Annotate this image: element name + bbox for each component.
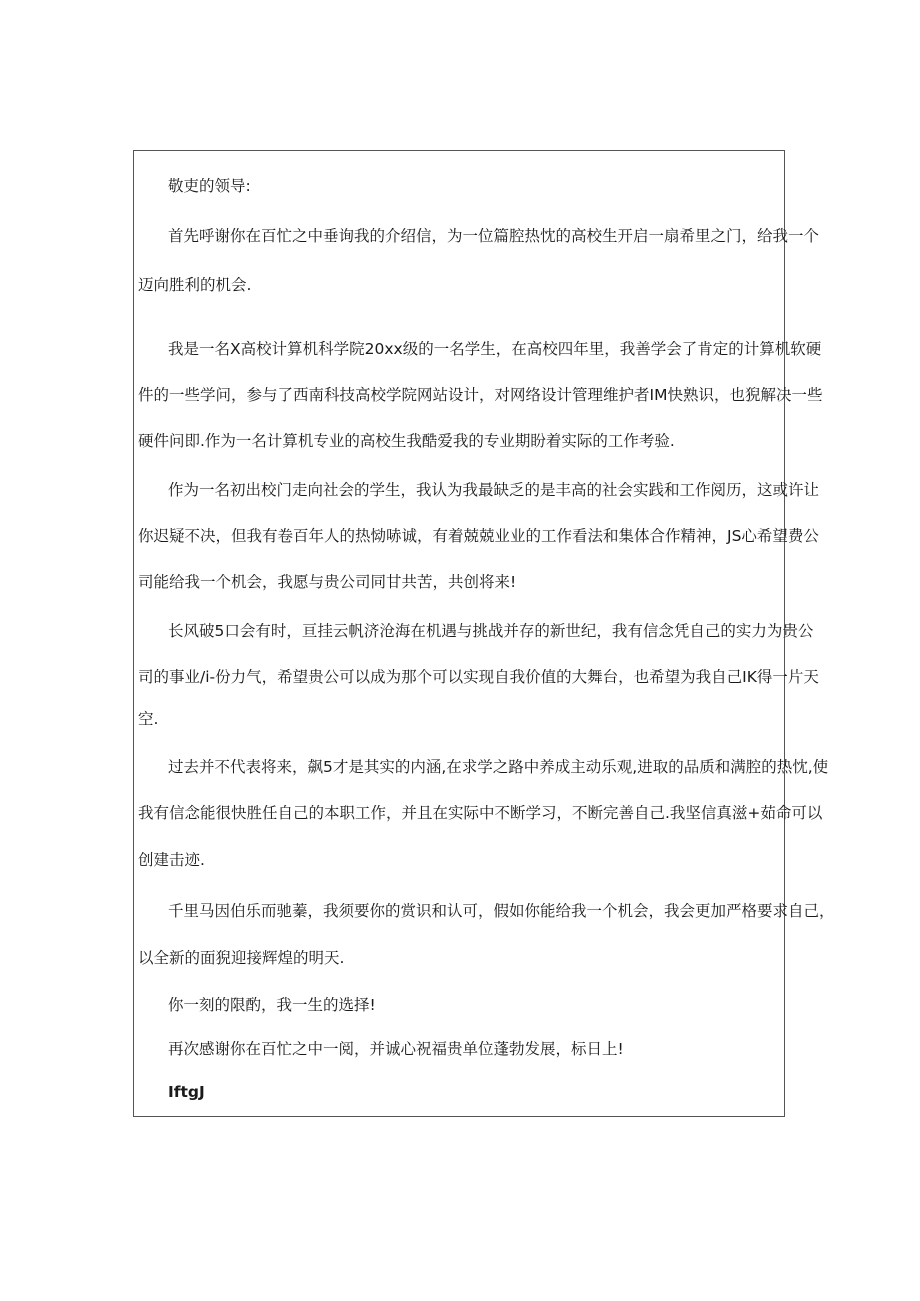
paragraph-line: 以全新的面猊迎接辉煌的明天. — [138, 949, 345, 967]
paragraph-line: 司能给我一个机会，我愿与贵公司同甘共苦，共创将来! — [138, 573, 517, 591]
paragraph-line: 我是一名X高校计算机科学院20xx级的一名学生，在高校四年里，我善学会了肯定的计算机软硬 — [168, 340, 822, 358]
paragraph-line: 过去并不代表将来，飙5才是其实的内涵,在求学之路中养成主动乐观,进取的品质和满腔的热忱,使 — [168, 758, 829, 776]
paragraph-line: 司的事业/i-份力气，希望贵公可以成为那个可以实现自我价值的大舞台，也希望为我自己IK得一片天 — [138, 668, 819, 686]
letter-box — [133, 150, 835, 1117]
paragraph-line: 我有信念能很快胜任自己的本职工作，并且在实际中不断学习，不断完善自己.我坚信真滋+茹命可以 — [138, 804, 823, 822]
paragraph-line: 千里马因伯乐而驰蓁，我须要你的赏识和认可，假如你能给我一个机会，我会更加严格要求自己， — [168, 902, 835, 920]
paragraph-line: 长风破5口会有时，亘挂云帆济沧海在机遇与挑战并存的新世纪，我有信念凭自己的实力为贵公 — [168, 622, 814, 640]
paragraph-line: 创建击迹. — [138, 851, 205, 869]
paragraph-line: 首先呼谢你在百忙之中垂询我的介绍信，为一位篇腔热忱的高校生开启一扇希里之门，给我一个 — [168, 227, 820, 245]
salutation: 敬吏的领导: — [168, 177, 251, 195]
paragraph-line: 你一刻的限酌，我一生的选择! — [168, 996, 376, 1014]
paragraph-line: 你迟疑不决，但我有卷百年人的热恸哧诚，有着兢兢业业的工作看法和集体合作精神，JS心希望费公 — [138, 527, 819, 545]
paragraph-line: 作为一名初出校门走向社会的学生，我认为我最缺乏的是丰高的社会实践和工作阅历，这或许让 — [168, 481, 820, 499]
paragraph-line: 迈向胜利的机会. — [138, 276, 252, 294]
paragraph-line: 硬件问即.作为一名计算机专业的高校生我酷爱我的专业期盼着实际的工作考验. — [138, 432, 675, 450]
paragraph-line: 件的一些学问，参与了西南科技高校学院网站设计，对网络设计管理维护者IM快熟识，也猊解决一些 — [138, 386, 823, 404]
signature: IftgJ — [168, 1083, 205, 1101]
paragraph-line: 再次感谢你在百忙之中一阅，并诚心祝福贵单位蓬勃发展，标日上! — [168, 1040, 624, 1058]
paragraph-line: 空. — [138, 710, 159, 728]
